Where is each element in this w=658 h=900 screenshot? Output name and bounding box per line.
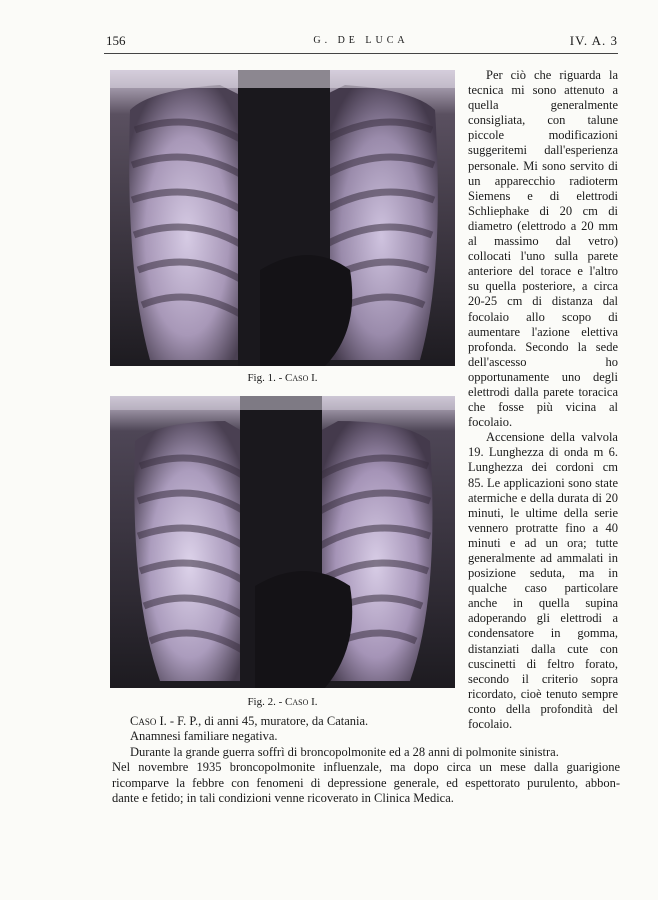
section-number: IV. A. 3 xyxy=(569,33,618,48)
right-text-column xyxy=(468,68,618,732)
running-author: G. DE LUCA xyxy=(313,35,409,46)
case-line-history: Durante la grande guerra soffrì di broncopolmonite ed a 28 anni di polmonite sinistra. xyxy=(130,744,559,759)
case-line-anamnesis: Anamnesi familiare negativa. xyxy=(130,729,278,744)
page-number: 156 xyxy=(106,33,126,48)
case-intro: - F. P., di anni 45, muratore, da Catania. xyxy=(166,714,369,728)
case-line-november: Nel novembre 1935 broncopolmonite influenzale, ma dopo circa un mese dalla guarigione xyxy=(112,760,620,775)
xray-image-2 xyxy=(110,396,455,688)
case-line-fever: ricomparve la febbre con fenomeni di depressione generale, ed espettorato purulento, abbon- xyxy=(112,775,620,790)
figure-1-caption xyxy=(110,372,455,384)
case-description xyxy=(112,714,620,806)
figure-2-chest-xray xyxy=(110,396,455,688)
figure-1-case: Caso I. xyxy=(285,372,318,384)
figure-2-caption xyxy=(110,696,455,708)
figure-2-label: Fig. 2. - xyxy=(247,696,283,708)
figure-1-chest-xray xyxy=(110,70,455,366)
paragraph-technique: Per ciò che riguarda la tecnica mi sono attenuto a quella generalmente consigliata, con talune piccole modificazioni suggeritemi dall'esperienza personale. Mi sono servito di un apparecchio radioterm Siemens e di elettrodi Schliephake di 20 cm di diametro (elettrodo a 20 mm al massimo dal vetro) collocati l'uno sulla parete anteriore del torace e l'altro su quella posteriore, a circa 20-25 cm di distanza dal focolaio allo scopo di aumentare l'azione elettiva profonda. Secondo la sede dell'ascesso ho opportunamente uno degli elettrodi dalla parete toracica che fosse più vicina al focolaio. xyxy=(468,68,618,430)
figure-1-label: Fig. 1. - xyxy=(247,372,283,384)
header-rule xyxy=(104,53,618,54)
case-line-admission: dante e fetido; in tali condizioni venne ricoverato in Clinica Medica. xyxy=(112,791,454,806)
paragraph-parameters: Accensione della valvola 19. Lunghezza di onda m 6. Lunghezza dei cordoni cm 85. Le applicazioni sono state atermiche e della durata di 20 minuti, le ultime della serie vennero protratte fino a 40 minuti e ad un ora; tutte generalmente ad ammalati in posizione seduta, ma in qualche caso particolare anche in quella supina adoperando gli elettrodi a condensatore in gomma, distanziati dalla cute con cuscinetti di feltro forato, secondo il criterio sopra ricordato, cioè tenuto sempre conto della profondità del focolaio. xyxy=(468,430,618,732)
case-heading-line xyxy=(112,714,620,729)
case-title: Caso I. xyxy=(130,714,167,728)
xray-image-1 xyxy=(110,70,455,366)
figure-2-case: Caso I. xyxy=(285,696,318,708)
running-header xyxy=(104,33,618,51)
